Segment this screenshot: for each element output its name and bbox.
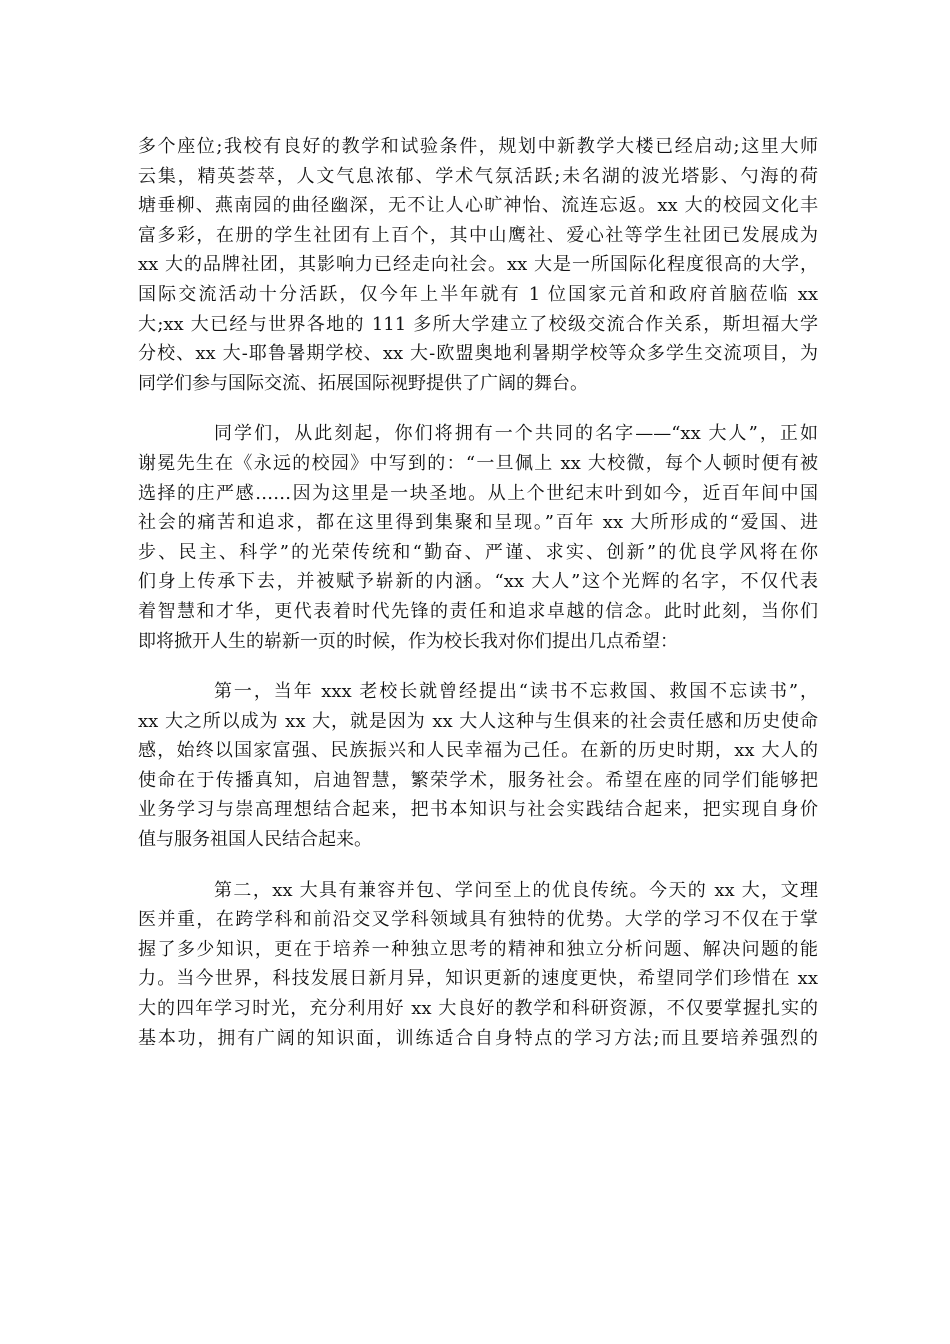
text-line: 感，始终以国家富强、民族振兴和人民幸福为己任。在新的历史时期，xx 大人的 — [138, 740, 818, 762]
paragraph-common-name — [138, 419, 818, 656]
text-line: 即将掀开人生的崭新一页的时候，作为校长我对你们提出几点希望： — [138, 630, 678, 652]
text-line: 大;xx 大已经与世界各地的 111 多所大学建立了校级交流合作关系，斯坦福大学 — [138, 313, 818, 335]
paragraph-second-hope — [138, 876, 818, 1054]
text-line: 医并重，在跨学科和前沿交叉学科领域具有独特的优势。大学的学习不仅在于掌 — [138, 909, 818, 931]
text-line: 基本功，拥有广阔的知识面，训练适合自身特点的学习方法;而且要培养强烈的 — [138, 1027, 818, 1049]
text-line: 们身上传承下去，并被赋予崭新的内涵。“xx 大人”这个光辉的名字，不仅代表 — [138, 571, 818, 593]
text-line: 社会的痛苦和追求，都在这里得到集聚和呈现。”百年 xx 大所形成的“爱国、进 — [138, 512, 818, 534]
text-line: 分校、xx 大-耶鲁暑期学校、xx 大-欧盟奥地利暑期学校等众多学生交流项目，为 — [138, 343, 818, 365]
text-line: 握了多少知识，更在于培养一种独立思考的精神和独立分析问题、解决问题的能 — [138, 938, 818, 960]
text-line: 塘垂柳、燕南园的曲径幽深，无不让人心旷神怡、流连忘返。xx 大的校园文化丰 — [138, 195, 818, 217]
text-line: xx 大之所以成为 xx 大，就是因为 xx 大人这种与生俱来的社会责任感和历史使命 — [138, 710, 818, 732]
paragraph-campus-life — [138, 132, 818, 398]
text-line: 选择的庄严感……因为这里是一块圣地。从上个世纪末叶到如今，近百年间中国 — [138, 482, 818, 504]
text-line: xx 大的品牌社团，其影响力已经走向社会。xx 大是一所国际化程度很高的大学， — [138, 254, 818, 276]
text-line: 第一，当年 xxx 老校长就曾经提出“读书不忘救国、救国不忘读书”， — [214, 681, 818, 703]
text-line: 着智慧和才华，更代表着时代先锋的责任和追求卓越的信念。此时此刻，当你们 — [138, 600, 818, 622]
text-line: 谢冕先生在《永远的校园》中写到的：“一旦佩上 xx 大校微，每个人顿时便有被 — [138, 452, 818, 474]
text-line: 大的四年学习时光，充分利用好 xx 大良好的教学和科研资源，不仅要掌握扎实的 — [138, 998, 818, 1020]
text-line: 第二，xx 大具有兼容并包、学问至上的优良传统。今天的 xx 大，文理 — [214, 879, 818, 901]
document-body — [138, 132, 818, 1074]
text-line: 多个座位;我校有良好的教学和试验条件，规划中新教学大楼已经启动;这里大师 — [138, 136, 818, 157]
text-line: 步、民主、科学”的光荣传统和“勤奋、严谨、求实、创新”的优良学风将在你 — [138, 541, 818, 563]
text-line: 值与服务祖国人民结合起来。 — [138, 829, 372, 851]
text-line: 业务学习与崇高理想结合起来，把书本知识与社会实践结合起来，把实现自身价 — [138, 799, 818, 821]
text-line: 力。当今世界，科技发展日新月异，知识更新的速度更快，希望同学们珍惜在 xx — [138, 968, 818, 990]
text-line: 同学们，从此刻起，你们将拥有一个共同的名字——“xx 大人”，正如 — [214, 423, 818, 445]
text-line: 云集，精英荟萃，人文气息浓郁、学术气氛活跃;未名湖的波光塔影、勺海的荷 — [138, 165, 818, 187]
paragraph-first-hope — [138, 677, 818, 855]
text-line: 富多彩，在册的学生社团有上百个，其中山鹰社、爱心社等学生社团已发展成为 — [138, 224, 818, 246]
text-line: 同学们参与国际交流、拓展国际视野提供了广阔的舞台。 — [138, 372, 588, 394]
text-line: 使命在于传播真知，启迪智慧，繁荣学术，服务社会。希望在座的同学们能够把 — [138, 769, 818, 791]
text-line: 国际交流活动十分活跃，仅今年上半年就有 1 位国家元首和政府首脑莅临 xx — [138, 283, 818, 305]
